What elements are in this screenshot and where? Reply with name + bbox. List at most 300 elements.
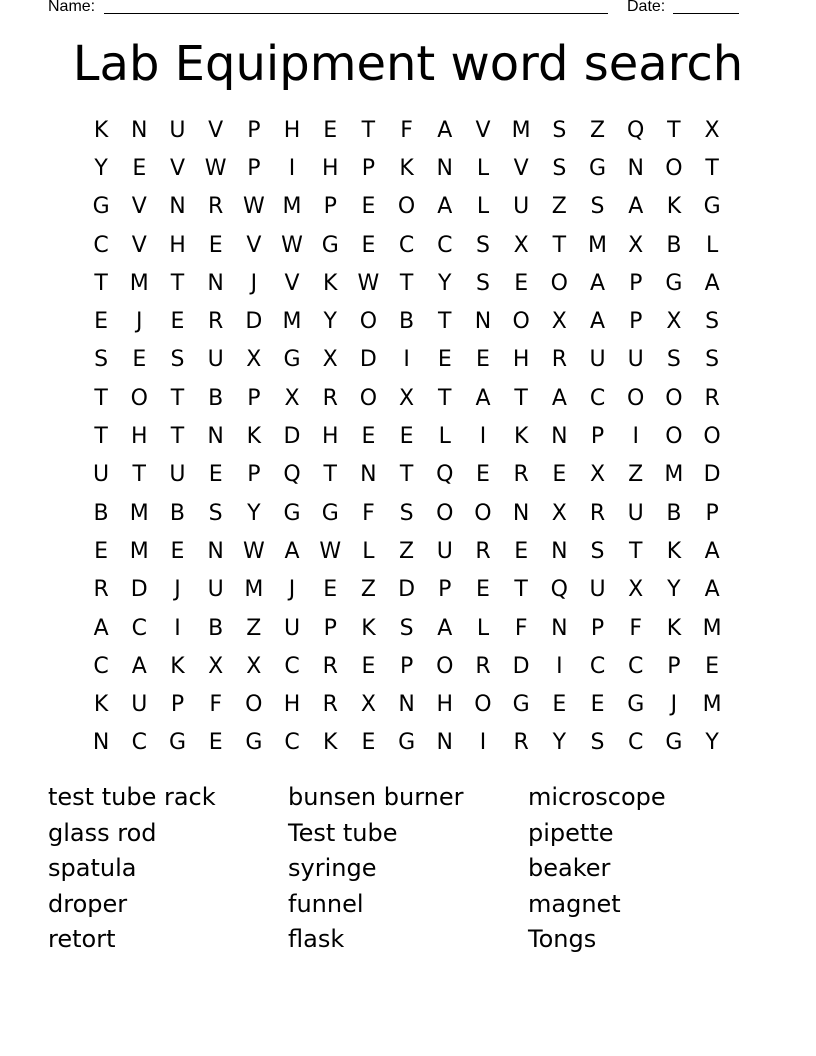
grid-cell: E [590, 692, 605, 718]
grid-cell: U [207, 347, 224, 373]
grid-cell: G [512, 692, 530, 718]
grid-cell: Y [667, 577, 681, 603]
grid-cell: W [357, 270, 380, 296]
grid-cell: N [207, 538, 224, 564]
grid-cell: P [399, 653, 414, 679]
grid-cell: A [551, 385, 567, 411]
grid-row [82, 341, 731, 379]
grid-cell: L [476, 155, 490, 181]
grid-cell: E [132, 347, 147, 373]
word-list [48, 780, 808, 958]
grid-row [82, 532, 731, 570]
grid-row [82, 111, 731, 149]
grid-cell: E [552, 692, 567, 718]
grid-cell: T [94, 385, 108, 411]
grid-cell: X [628, 232, 644, 258]
grid-cell: M [664, 462, 684, 488]
grid-cell: P [590, 424, 605, 450]
grid-cell: H [131, 424, 148, 450]
word-list-item: bunsen burner [288, 783, 464, 811]
grid-cell: D [283, 424, 301, 450]
date-line [673, 13, 739, 14]
word-list-item: funnel [288, 889, 364, 918]
grid-cell: K [93, 692, 109, 718]
grid-row [82, 417, 731, 455]
grid-cell: P [247, 385, 261, 411]
grid-cell: M [129, 538, 149, 564]
grid-cell: E [208, 462, 223, 488]
grid-cell: Z [246, 615, 262, 641]
grid-cell: E [705, 653, 720, 679]
grid-cell: R [551, 347, 567, 373]
grid-cell: X [666, 309, 682, 335]
grid-cell: T [438, 309, 452, 335]
grid-row [82, 456, 731, 494]
grid-cell: N [627, 155, 644, 181]
grid-cell: R [93, 577, 109, 603]
grid-cell: K [323, 730, 338, 756]
grid-cell: I [632, 424, 639, 450]
grid-cell: E [361, 653, 376, 679]
grid-cell: O [359, 385, 378, 411]
grid-cell: X [628, 577, 644, 603]
grid-cell: K [666, 615, 682, 641]
grid-cell: P [247, 462, 261, 488]
grid-cell: R [208, 309, 224, 335]
grid-cell: G [665, 270, 683, 296]
grid-cell: O [550, 270, 568, 296]
grid-cell: Z [589, 117, 606, 143]
grid-cell: D [512, 653, 530, 679]
grid-cell: W [204, 155, 227, 181]
grid-cell: A [437, 615, 453, 641]
grid-cell: G [589, 155, 607, 181]
grid-cell: I [556, 653, 563, 679]
grid-cell: E [94, 309, 109, 335]
grid-cell: G [168, 730, 186, 756]
grid-cell: J [670, 692, 678, 718]
grid-cell: T [132, 462, 146, 488]
grid-cell: D [398, 577, 416, 603]
grid-cell: V [513, 155, 529, 181]
grid-cell: O [627, 385, 645, 411]
date-label: Date: [627, 0, 666, 15]
grid-cell: N [474, 309, 492, 335]
grid-cell: S [399, 615, 414, 641]
grid-cell: O [665, 424, 683, 450]
grid-cell: C [93, 232, 109, 258]
grid-cell: A [590, 270, 606, 296]
grid-cell: N [207, 270, 224, 296]
grid-cell: E [437, 347, 452, 373]
grid-cell: N [169, 194, 186, 220]
word-list-item: microscope [528, 783, 666, 811]
grid-cell: S [590, 194, 605, 220]
grid-cell: Y [552, 730, 567, 756]
grid-cell: U [131, 692, 148, 718]
grid-cell: H [169, 232, 186, 258]
grid-cell: H [283, 692, 301, 718]
grid-cell: O [665, 155, 683, 181]
grid-cell: B [399, 309, 415, 335]
grid-cell: N [512, 500, 530, 526]
grid-cell: I [479, 730, 487, 756]
grid-cell: E [476, 347, 490, 373]
word-list-item: Tongs [528, 925, 597, 953]
grid-cell: K [513, 424, 529, 450]
name-line [104, 13, 608, 14]
grid-cell: E [514, 538, 529, 564]
grid-cell: N [436, 155, 454, 181]
grid-cell: K [323, 270, 338, 296]
grid-cell: C [628, 653, 644, 679]
grid-cell: A [284, 538, 300, 564]
grid-cell: Q [627, 117, 645, 143]
grid-cell: V [246, 232, 262, 258]
grid-cell: M [129, 500, 149, 526]
grid-row [82, 685, 731, 723]
grid-cell: M [129, 270, 149, 296]
grid-cell: J [288, 577, 296, 603]
grid-cell: Z [628, 462, 644, 488]
grid-cell: O [245, 692, 263, 718]
grid-cell: Z [360, 577, 376, 603]
grid-cell: P [438, 577, 452, 603]
grid-cell: B [208, 385, 224, 411]
grid-row [82, 379, 731, 417]
grid-cell: R [589, 500, 606, 526]
grid-cell: U [627, 500, 644, 526]
grid-cell: R [475, 653, 491, 679]
grid-cell: X [208, 653, 224, 679]
grid-cell: I [288, 155, 296, 181]
grid-cell: H [321, 424, 339, 450]
grid-cell: D [245, 309, 263, 335]
grid-cell: G [245, 730, 263, 756]
grid-cell: H [436, 692, 454, 718]
word-list-item: glass rod [48, 818, 157, 847]
header [0, 0, 816, 20]
grid-cell: U [93, 462, 110, 488]
grid-cell: Y [94, 155, 108, 181]
grid-cell: U [207, 577, 224, 603]
grid-cell: D [359, 347, 377, 373]
grid-cell: G [92, 194, 110, 220]
grid-row [82, 609, 731, 647]
grid-cell: L [476, 615, 490, 641]
grid-cell: Q [283, 462, 301, 488]
grid-cell: I [479, 424, 487, 450]
grid-cell: C [131, 730, 147, 756]
grid-cell: S [705, 309, 720, 335]
grid-cell: E [132, 155, 147, 181]
grid-cell: Q [550, 577, 568, 603]
grid-cell: T [170, 270, 185, 296]
grid-row [82, 724, 731, 762]
grid-cell: N [360, 462, 377, 488]
grid-cell: C [398, 232, 415, 258]
grid-cell: Z [399, 538, 415, 564]
grid-cell: U [589, 577, 606, 603]
grid-cell: Y [438, 270, 452, 296]
grid-cell: J [136, 309, 143, 335]
grid-cell: N [131, 117, 148, 143]
grid-cell: M [282, 194, 302, 220]
grid-row [82, 149, 731, 187]
grid-cell: K [93, 117, 109, 143]
grid-cell: E [361, 232, 376, 258]
grid-cell: N [551, 424, 568, 450]
grid-cell: P [323, 194, 337, 220]
grid-cell: P [323, 615, 337, 641]
grid-cell: X [284, 385, 300, 411]
word-list-item: test tube rack [48, 783, 216, 811]
grid-cell: P [170, 692, 185, 718]
grid-cell: X [246, 347, 262, 373]
grid-cell: M [588, 232, 608, 258]
grid-cell: S [705, 347, 720, 373]
grid-cell: S [552, 155, 567, 181]
grid-cell: R [704, 385, 720, 411]
grid-cell: U [283, 615, 301, 641]
grid-cell: I [403, 347, 410, 373]
grid-cell: B [666, 500, 682, 526]
grid-cell: T [514, 385, 528, 411]
word-list-item: pipette [528, 818, 614, 847]
grid-cell: D [130, 577, 148, 603]
grid-cell: W [281, 232, 303, 258]
grid-cell: T [628, 538, 643, 564]
grid-cell: B [666, 232, 682, 258]
grid-cell: C [284, 653, 300, 679]
grid-cell: N [398, 692, 415, 718]
grid-cell: P [590, 615, 605, 641]
grid-cell: E [399, 424, 414, 450]
grid-cell: U [513, 194, 530, 220]
grid-cell: E [323, 117, 338, 143]
grid-cell: R [513, 730, 529, 756]
grid-cell: F [629, 615, 643, 641]
grid-cell: U [169, 462, 186, 488]
grid-cell: V [284, 270, 300, 296]
grid-cell: A [437, 194, 453, 220]
word-list-item: retort [48, 925, 116, 953]
grid-row [82, 188, 731, 226]
grid-cell: S [399, 500, 414, 526]
grid-cell: P [247, 155, 261, 181]
grid-cell: E [170, 309, 185, 335]
word-list-item: Test tube [288, 818, 398, 847]
grid-cell: A [704, 538, 720, 564]
grid-row [82, 226, 731, 264]
grid-cell: J [174, 577, 181, 603]
grid-cell: X [513, 232, 529, 258]
grid-cell: S [590, 538, 605, 564]
grid-cell: E [208, 232, 223, 258]
grid-cell: R [322, 692, 338, 718]
grid-cell: A [131, 653, 147, 679]
word-list-item: flask [288, 925, 345, 953]
grid-cell: E [514, 270, 529, 296]
grid-cell: V [208, 117, 224, 143]
grid-cell: E [323, 577, 338, 603]
name-label: Name: [48, 0, 96, 15]
grid-cell: K [361, 615, 376, 641]
grid-cell: U [589, 347, 606, 373]
grid-cell: V [131, 232, 147, 258]
grid-row [82, 571, 731, 609]
grid-cell: X [246, 653, 262, 679]
grid-cell: E [552, 462, 567, 488]
grid-cell: V [169, 155, 185, 181]
grid-cell: H [512, 347, 530, 373]
grid-cell: L [362, 538, 375, 564]
grid-cell: T [94, 424, 108, 450]
grid-cell: K [170, 653, 185, 679]
grid-cell: X [704, 117, 720, 143]
grid-cell: W [242, 194, 265, 220]
grid-cell: A [475, 385, 491, 411]
grid-cell: D [703, 462, 721, 488]
grid-cell: L [705, 232, 719, 258]
grid-row [82, 647, 731, 685]
grid-cell: O [665, 385, 683, 411]
grid-cell: P [705, 500, 719, 526]
grid-cell: B [93, 500, 109, 526]
grid-cell: O [512, 309, 530, 335]
grid-cell: C [284, 730, 300, 756]
grid-cell: E [170, 538, 185, 564]
grid-cell: E [94, 538, 109, 564]
grid-cell: T [552, 232, 567, 258]
word-list-item: syringe [288, 854, 377, 882]
grid-cell: A [628, 194, 644, 220]
grid-cell: R [513, 462, 529, 488]
grid-cell: M [702, 692, 722, 718]
letter-grid [82, 111, 731, 762]
grid-cell: T [514, 577, 528, 603]
word-list-item: spatula [48, 854, 137, 882]
grid-cell: Y [323, 309, 337, 335]
grid-cell: X [399, 385, 415, 411]
grid-cell: S [666, 347, 681, 373]
grid-cell: H [283, 117, 301, 143]
grid-cell: K [246, 424, 262, 450]
grid-cell: T [399, 270, 414, 296]
grid-cell: W [242, 538, 265, 564]
grid-cell: O [474, 500, 492, 526]
grid-cell: R [475, 538, 491, 564]
grid-cell: X [589, 462, 606, 488]
grid-cell: T [170, 385, 185, 411]
grid-cell: A [704, 270, 720, 296]
grid-cell: S [208, 500, 223, 526]
grid-cell: B [208, 615, 224, 641]
grid-cell: T [667, 117, 681, 143]
grid-cell: C [131, 615, 147, 641]
grid-row [82, 302, 731, 340]
grid-cell: P [629, 270, 643, 296]
grid-cell: A [93, 615, 109, 641]
grid-cell: E [361, 730, 376, 756]
grid-cell: V [475, 117, 491, 143]
grid-cell: M [511, 117, 531, 143]
grid-cell: N [551, 615, 568, 641]
grid-row [82, 494, 731, 532]
grid-cell: T [705, 155, 719, 181]
grid-cell: T [361, 117, 376, 143]
grid-cell: X [551, 500, 567, 526]
grid-cell: O [474, 692, 492, 718]
grid-cell: T [438, 385, 452, 411]
grid-cell: O [436, 653, 454, 679]
grid-cell: M [282, 309, 302, 335]
grid-cell: T [399, 462, 414, 488]
grid-cell: G [398, 730, 416, 756]
grid-cell: H [321, 155, 339, 181]
grid-cell: F [514, 615, 528, 641]
grid-cell: P [667, 653, 681, 679]
grid-cell: T [94, 270, 108, 296]
grid-cell: N [92, 730, 110, 756]
grid-cell: B [169, 500, 186, 526]
grid-cell: X [322, 347, 338, 373]
grid-cell: T [170, 424, 185, 450]
grid-cell: F [209, 692, 222, 718]
grid-cell: N [436, 730, 454, 756]
grid-cell: C [589, 385, 606, 411]
grid-cell: E [476, 577, 490, 603]
grid-cell: F [400, 117, 413, 143]
grid-cell: Y [705, 730, 719, 756]
grid-cell: Q [436, 462, 454, 488]
grid-cell: S [590, 730, 605, 756]
grid-cell: A [437, 117, 453, 143]
grid-cell: T [323, 462, 337, 488]
grid-cell: C [589, 653, 606, 679]
grid-cell: O [130, 385, 148, 411]
grid-cell: P [247, 117, 261, 143]
grid-cell: F [362, 500, 375, 526]
grid-cell: W [319, 538, 342, 564]
grid-cell: V [131, 194, 147, 220]
grid-cell: X [551, 309, 567, 335]
grid-cell: G [703, 194, 721, 220]
grid-cell: S [475, 270, 490, 296]
grid-cell: R [322, 385, 338, 411]
grid-cell: P [361, 155, 376, 181]
grid-cell: C [437, 232, 453, 258]
grid-cell: N [207, 424, 224, 450]
grid-cell: S [552, 117, 567, 143]
grid-cell: G [321, 500, 339, 526]
grid-cell: O [397, 194, 416, 220]
grid-cell: S [170, 347, 185, 373]
grid-cell: O [359, 309, 378, 335]
grid-cell: O [436, 500, 454, 526]
grid-cell: G [283, 347, 301, 373]
grid-cell: X [360, 692, 376, 718]
page-title: Lab Equipment word search [72, 36, 744, 92]
grid-cell: C [628, 730, 644, 756]
grid-cell: U [169, 117, 186, 143]
grid-cell: J [250, 270, 258, 296]
grid-cell: R [208, 194, 224, 220]
grid-cell: M [702, 615, 722, 641]
grid-cell: S [475, 232, 490, 258]
grid-cell: E [361, 424, 376, 450]
grid-cell: G [283, 500, 301, 526]
